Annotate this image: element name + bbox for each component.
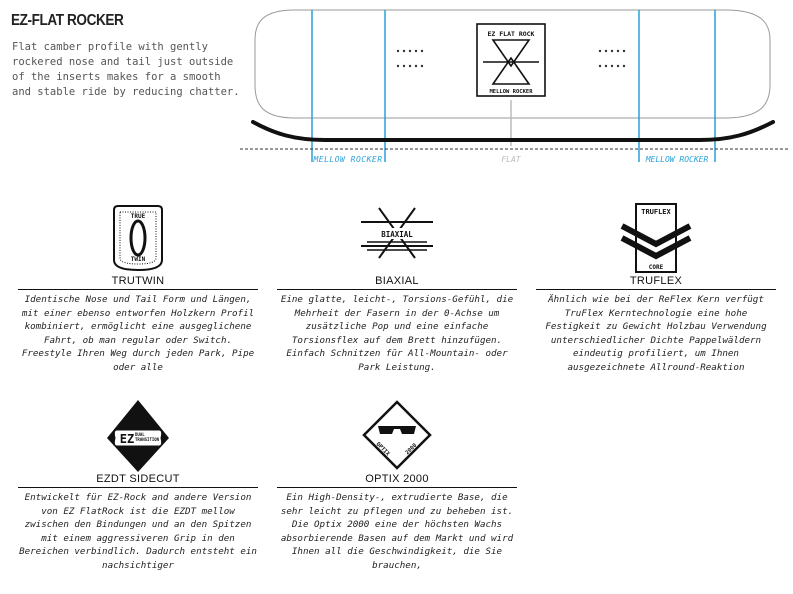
trutwin-icon-text-bottom: TWIN	[130, 256, 146, 263]
biaxial-icon	[357, 200, 437, 274]
board-logo-bottom: MELLOW ROCKER	[489, 89, 533, 95]
optix-icon-text-right: 2000	[404, 442, 419, 457]
zone-label-center: FLAT	[501, 155, 521, 164]
feature-description: Eine glatte, leicht-, Torsions-Gefühl, die Mehrheit der Fasern in der 0-Achse um zusätzliche Pop und eine einfache Torsionsflex auf dem Brett hinzufügen. Einfach Schnitzen für All-Mountain- oder Park Leistung.	[280, 294, 514, 373]
feature-optix-2000	[277, 398, 517, 573]
feature-name: OPTIX 2000	[277, 472, 517, 488]
ezdt-icon-text-big: EZ	[119, 432, 135, 446]
feature-truflex	[536, 200, 776, 375]
ezdt-sidecut-icon	[103, 398, 173, 472]
biaxial-icon-text: BIAXIAL	[381, 230, 413, 239]
feature-name: EZDT SIDECUT	[18, 472, 258, 488]
profile-description: Flat camber profile with gently rockered nose and tail just outside of the inserts makes for a smooth and stable ride by reducing chatter.	[12, 41, 240, 98]
feature-description: Ein High-Density-, extrudierte Base, die sehr leicht zu pflegen und zu beheben ist. Die Optix 2000 eine der höchsten Wachs absorbierende Basen auf dem Markt und wird Ihnen all die Geschwindigkeit, die Sie brauchen,	[280, 492, 514, 571]
truflex-icon-text-bottom: CORE	[648, 264, 664, 271]
zone-label-left: MELLOW ROCKER	[313, 155, 383, 164]
feature-description: Entwickelt für EZ-Rock and andere Version von EZ FlatRock ist die EZDT mellow zwischen den Bindungen und an den Spitzen mit einem aggressiveren Grip in den Bereichen verbindlich. Dadurch entsteht ein nachsichtiger	[19, 492, 257, 571]
optix-2000-icon	[360, 398, 434, 472]
truflex-icon-text-top: TRUFLEX	[641, 208, 671, 216]
feature-name: TRUFLEX	[536, 274, 776, 290]
feature-description: Ähnlich wie bei der ReFlex Kern verfügt TruFlex Kerntechnologie eine hohe Festigkeit zu Gewicht Holzbau Verwendung unterschiedlicher Dichte Pappelwäldern eindeutig profiliert, um Ihnen ausgezeichnete Allround-Reaktion	[545, 294, 767, 373]
trutwin-icon-text-top: TRUE	[130, 213, 146, 220]
ezdt-icon-text-small: DUAL TRANSITION	[135, 432, 160, 442]
feature-ezdt-sidecut	[18, 398, 258, 573]
feature-name: TRUTWIN	[18, 274, 258, 290]
feature-name: BIAXIAL	[277, 274, 517, 290]
feature-biaxial	[277, 200, 517, 375]
board-side-profile	[253, 122, 773, 140]
feature-description: Identische Nose und Tail Form und Längen, mit einer ebenso entworfen Holzkern Profil kombiniert, ermöglicht eine ausgeglichene Fahrt, ob man regular oder Switch. Freestyle Ihren Weg durch jeden Park, Pipe oder alle	[21, 294, 255, 373]
truflex-icon	[616, 200, 696, 274]
feature-trutwin	[18, 200, 258, 375]
board-logo-top: EZ FLAT ROCK	[487, 30, 535, 38]
board-profile-illustration	[235, 0, 793, 170]
zone-label-right: MELLOW ROCKER	[645, 155, 709, 164]
trutwin-icon	[108, 200, 168, 274]
page-title: EZ-FLAT ROCKER	[11, 12, 124, 29]
optix-icon-text-left: OPTIX	[374, 441, 391, 458]
